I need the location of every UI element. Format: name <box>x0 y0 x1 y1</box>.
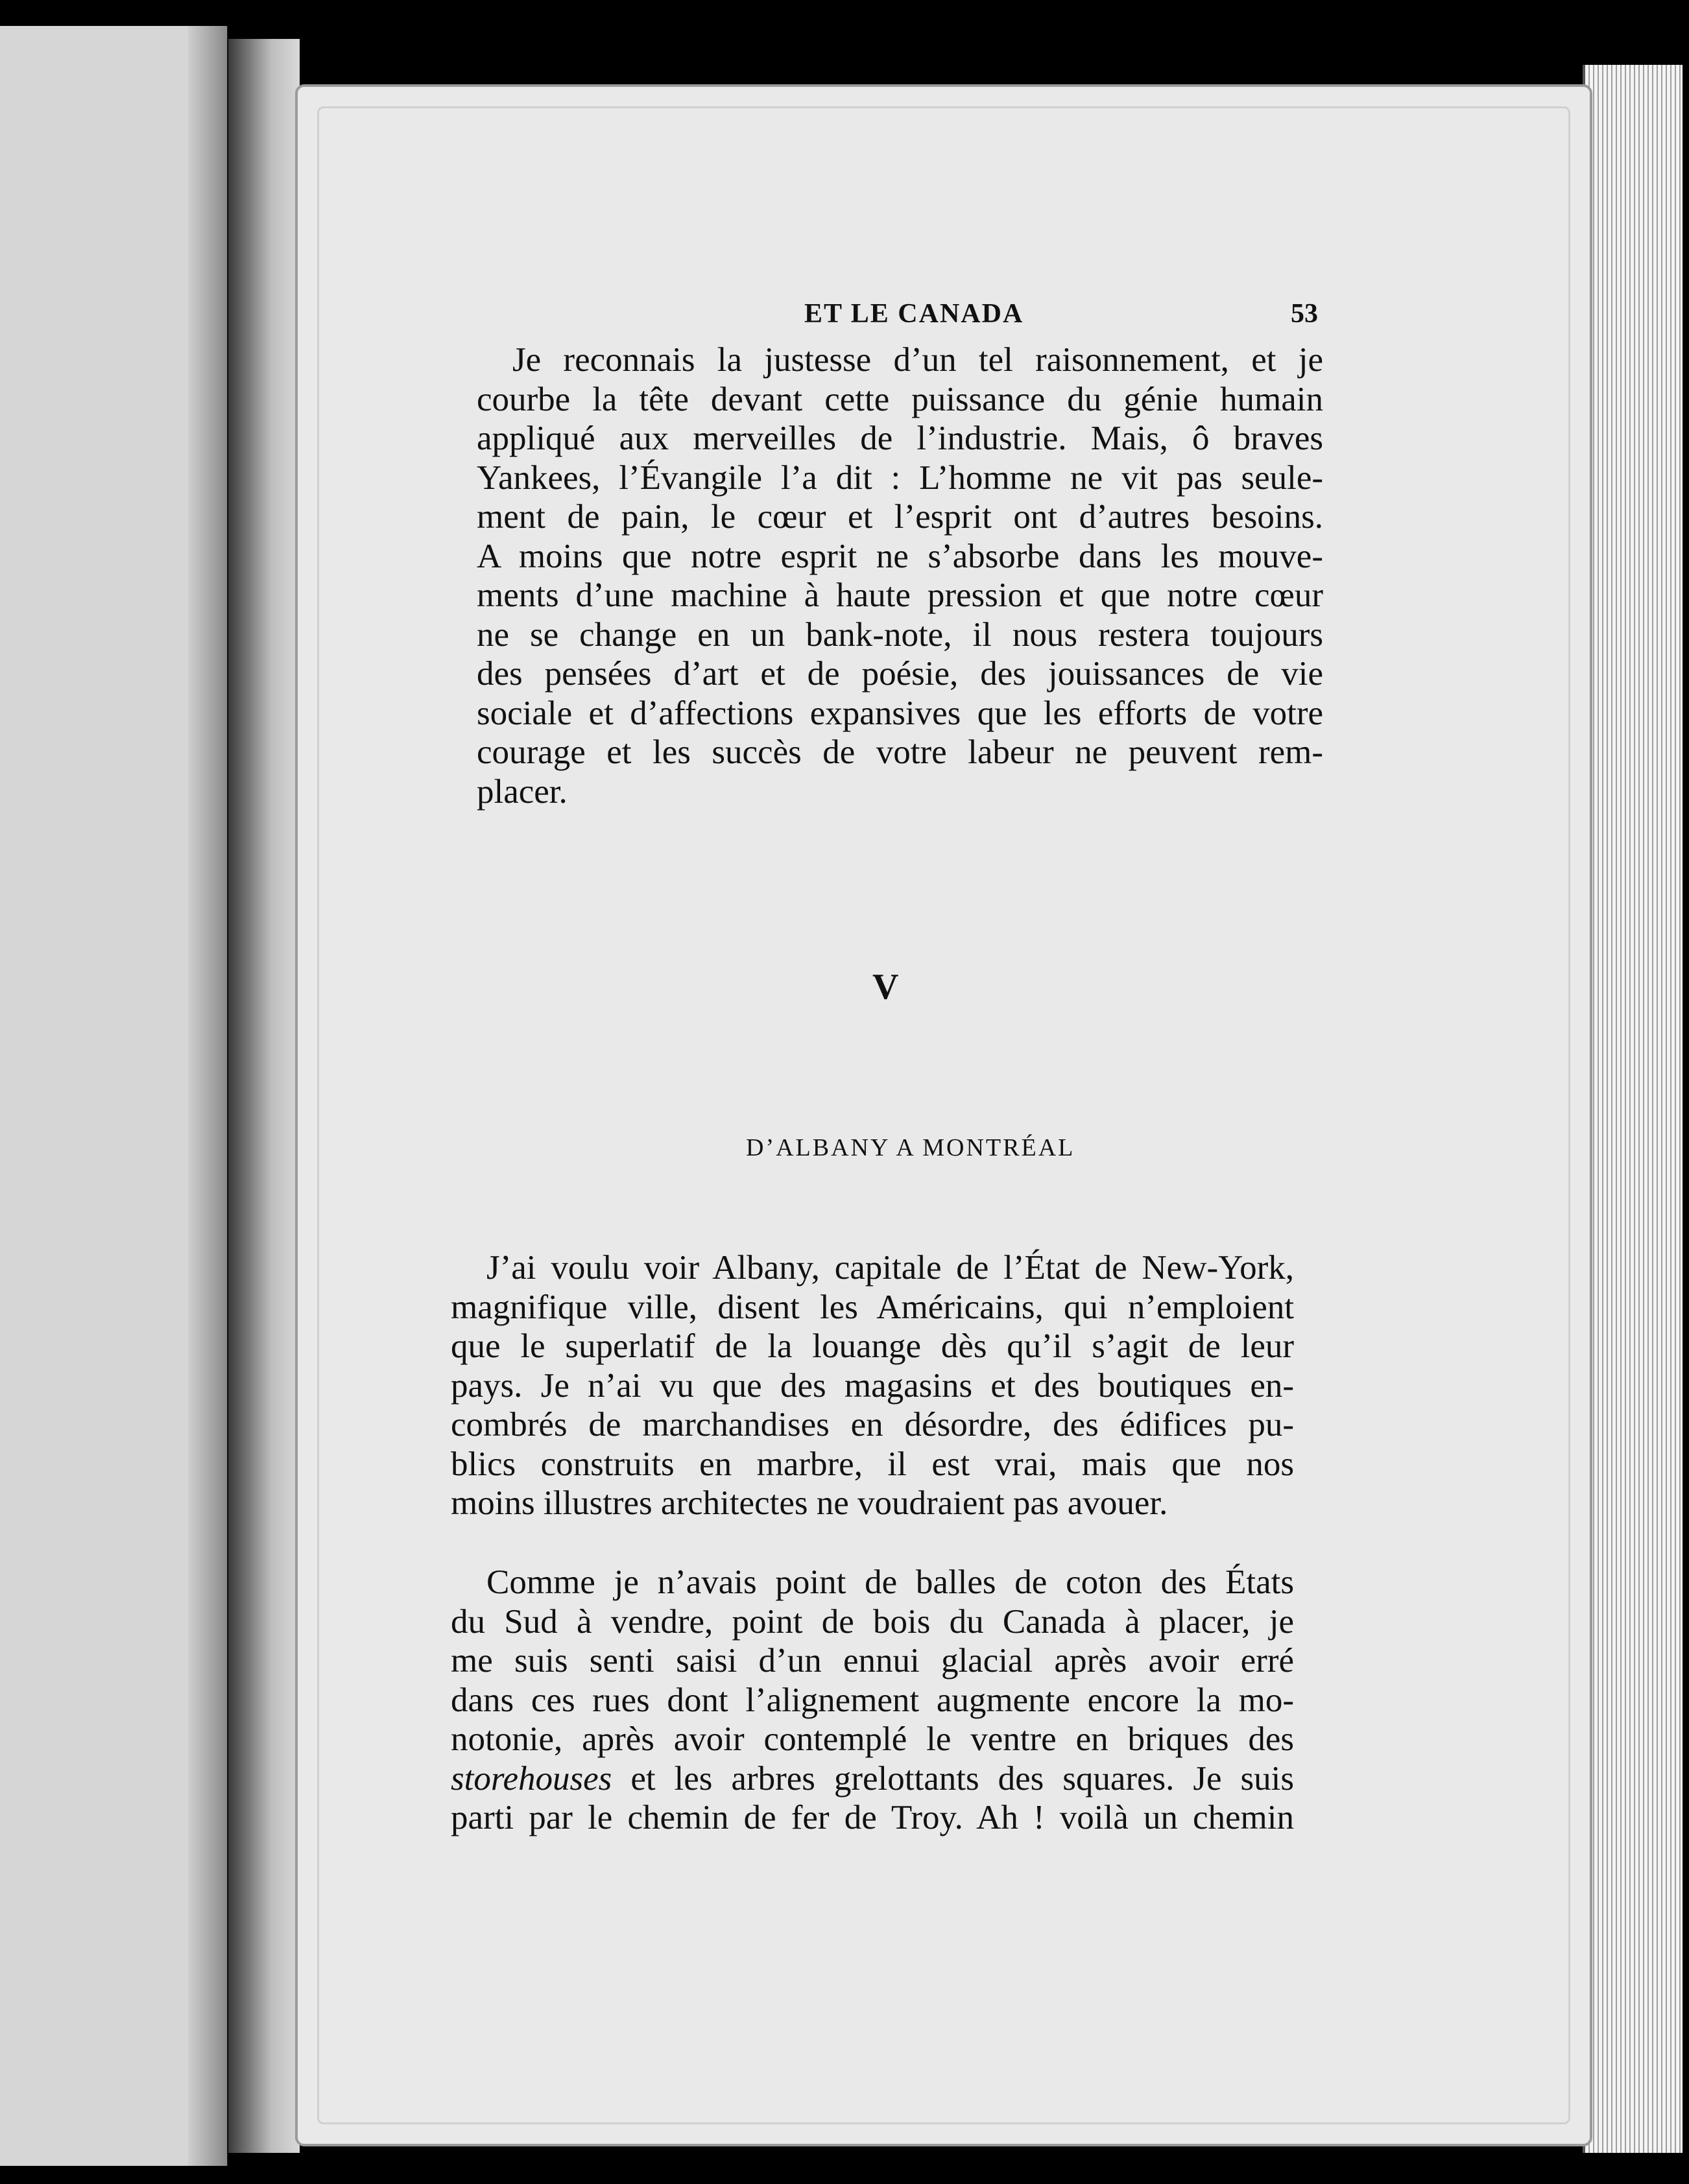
chapter-number: V <box>872 967 899 1007</box>
text-line: moins illustres architectes ne voudraient pas avouer. <box>451 1484 1168 1522</box>
text-line: sociale et d’affections expansives que les efforts de votre <box>477 694 1323 732</box>
text-line: que le superlatif de la louange dès qu’il s’agit de leur <box>451 1327 1294 1365</box>
text-line: magnifique ville, disent les Américains, qui n’emploient <box>451 1288 1294 1326</box>
text-line: J’ai voulu voir Albany, capitale de l’État de New-York, <box>486 1249 1294 1287</box>
text-line: me suis senti saisi d’un ennui glacial après avoir erré <box>451 1642 1294 1680</box>
text-line: parti par le chemin de fer de Troy. Ah ! voilà un chemin <box>451 1799 1294 1836</box>
text-line: courbe la tête devant cette puissance du génie humain <box>477 380 1323 418</box>
text-line: placer. <box>477 772 568 811</box>
text-line: A moins que notre esprit ne s’absorbe dans les mouve- <box>477 537 1323 575</box>
text-line: Je reconnais la justesse d’un tel raisonnement, et je <box>512 341 1323 379</box>
text-line: blics construits en marbre, il est vrai, mais que nos <box>451 1445 1294 1483</box>
paragraph-albany <box>451 1248 1294 1523</box>
paragraph-troy <box>451 1563 1294 1838</box>
running-title: ET LE CANADA <box>804 299 1024 329</box>
text-line: notonie, après avoir contemplé le ventre en briques des <box>451 1720 1294 1758</box>
text-line: dans ces rues dont l’alignement augmente encore la mo- <box>451 1681 1294 1719</box>
text-line: Comme je n’avais point de balles de coton des États <box>486 1563 1294 1601</box>
text-line: du Sud à vendre, point de bois du Canada à placer, je <box>451 1602 1294 1641</box>
text-line-with-italic <box>451 1759 1294 1799</box>
text-line: ne se change en un bank-note, il nous restera toujours <box>477 615 1323 654</box>
chapter-title: D’ALBANY A MONTRÉAL <box>746 1134 1075 1161</box>
previous-page-shadow <box>188 26 227 2166</box>
text-line: des pensées d’art et de poésie, des jouissances de vie <box>477 655 1323 693</box>
italic-word: storehouses <box>451 1759 612 1798</box>
book-gutter <box>228 39 300 2153</box>
text-line: ments d’une machine à haute pression et que notre cœur <box>477 576 1323 614</box>
page-number: 53 <box>1291 299 1318 329</box>
text-line: combrés de marchandises en désordre, des édifices pu- <box>451 1406 1294 1443</box>
text-line: Yankees, l’Évangile l’a dit : L’homme ne vit pas seule- <box>477 458 1323 497</box>
text-line: courage et les succès de votre labeur ne peuvent rem- <box>477 733 1323 771</box>
text-line: appliqué aux merveilles de l’industrie. Mais, ô braves <box>477 420 1323 457</box>
text-line: pays. Je n’ai vu que des magasins et des boutiques en- <box>451 1366 1294 1405</box>
paragraph-reasoning <box>477 340 1323 811</box>
page-stack-edges <box>1583 65 1683 2153</box>
text-fragment: et les arbres grelottants des squares. Je suis <box>630 1759 1295 1798</box>
text-line: ment de pain, le cœur et l’esprit ont d’autres besoins. <box>477 498 1323 536</box>
